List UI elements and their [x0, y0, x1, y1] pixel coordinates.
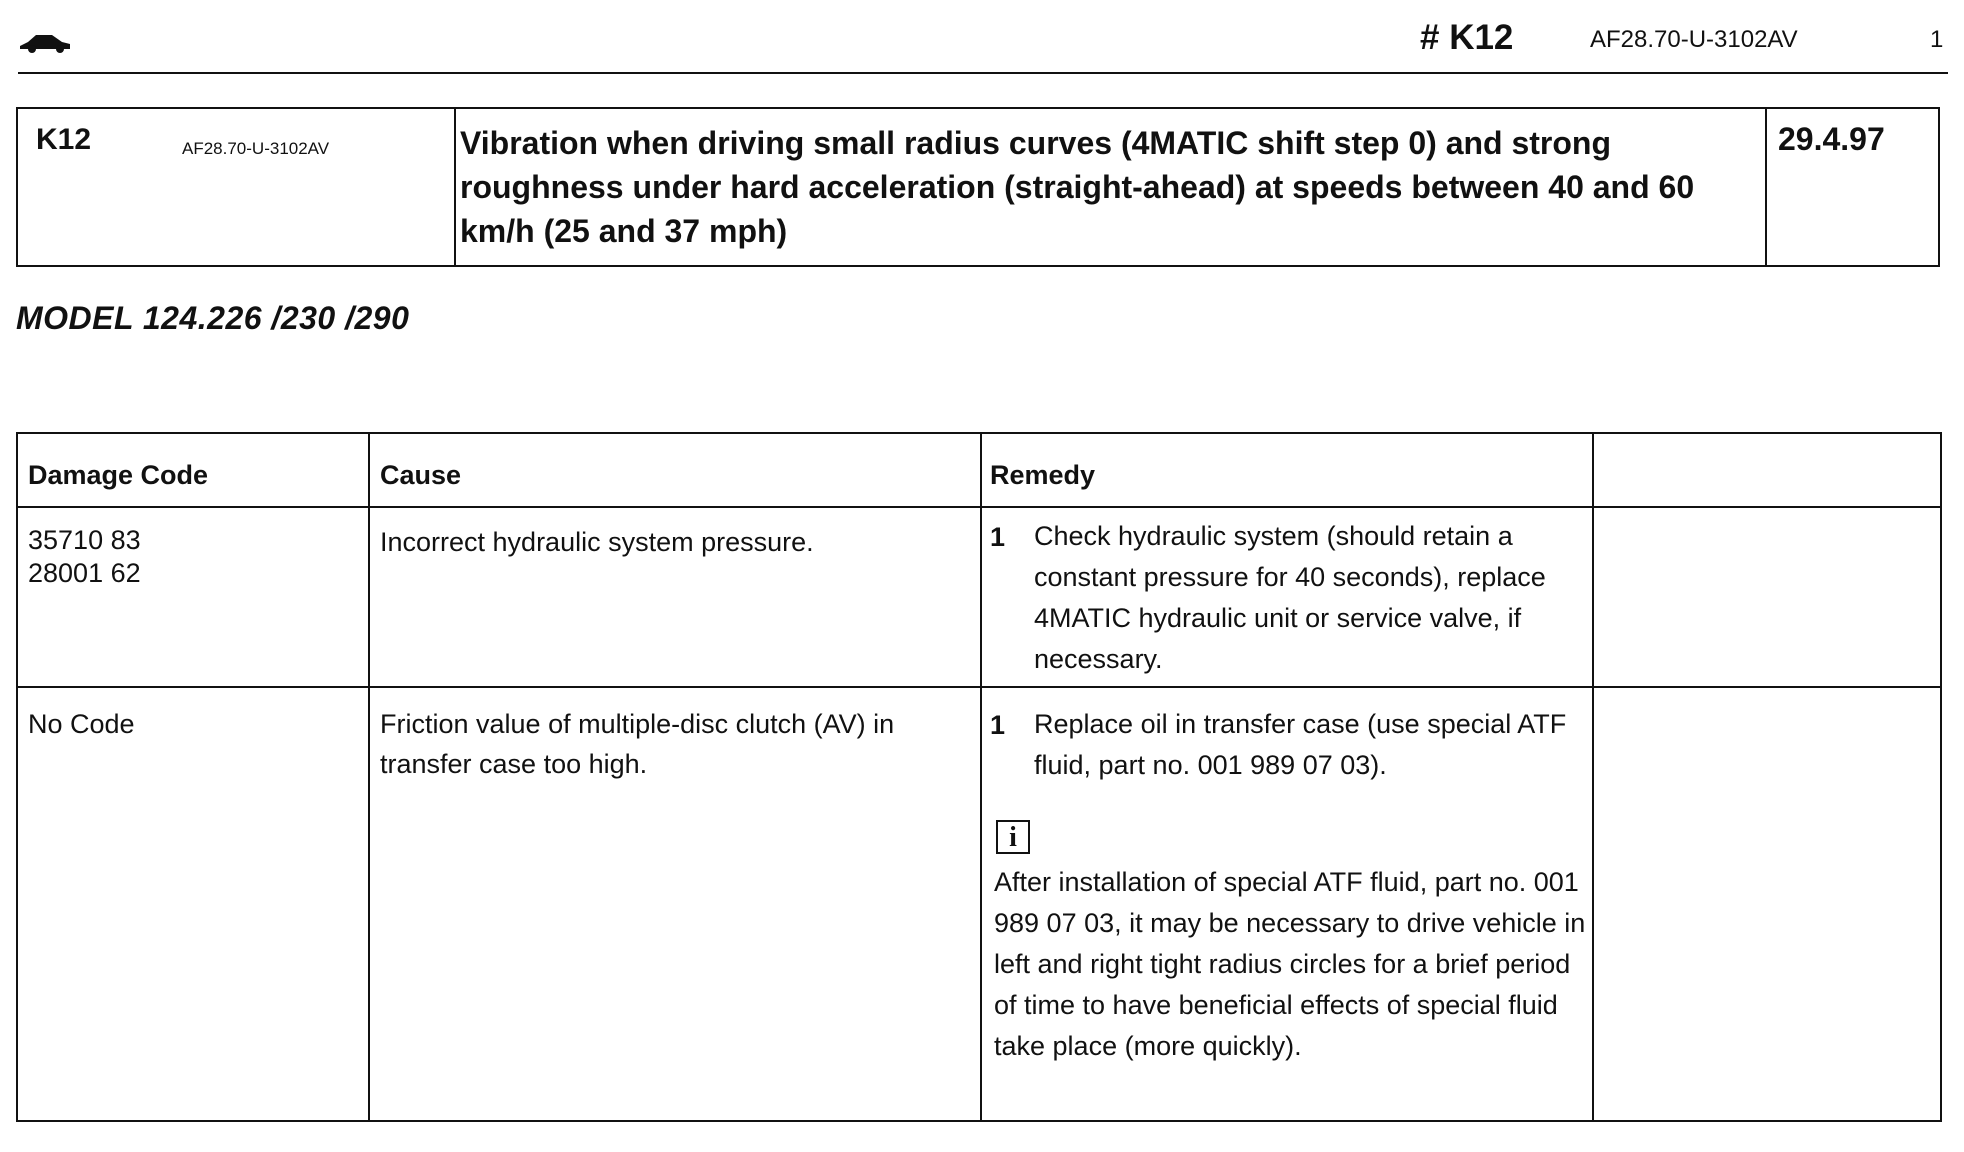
- page-number: 1: [1930, 26, 1944, 53]
- document-number: # K12: [1420, 18, 1514, 57]
- row-divider: [18, 686, 1940, 688]
- column-divider: [368, 434, 370, 1120]
- header-remedy: Remedy: [990, 460, 1096, 490]
- column-divider: [980, 434, 982, 1120]
- cause-text: Incorrect hydraulic system pressure.: [380, 527, 814, 557]
- remedy-step-text: Check hydraulic system (should retain a constant pressure for 40 seconds), replace 4MATIC hydraulic unit or service valve, if necessary.: [1034, 521, 1546, 674]
- damage-codes: 35710 83 28001 62: [28, 525, 141, 588]
- remedy-step-text: Replace oil in transfer case (use special ATF fluid, part no. 001 989 07 03).: [1034, 709, 1567, 780]
- title-box: [16, 107, 1940, 267]
- row-divider: [18, 506, 1940, 508]
- damage-codes: No Code: [28, 709, 135, 739]
- issue-date: 29.4.97: [1778, 121, 1885, 157]
- car-icon: [18, 30, 72, 54]
- issue-title: Vibration when driving small radius curves (4MATIC shift step 0) and strong roughness under hard acceleration (straight-ahead) at speeds between 40 and 60 km/h (25 and 37 mph): [460, 125, 1695, 249]
- info-icon: i: [996, 820, 1030, 854]
- step-number: 1: [990, 710, 1006, 740]
- info-note-text: After installation of special ATF fluid, part no. 001 989 07 03, it may be necessary to drive vehicle in left and right tight radius circles for a brief period of time to have beneficial effects of special fluid take place (more quickly).: [994, 867, 1586, 1061]
- cause-text: Friction value of multiple-disc clutch (AV) in transfer case too high.: [380, 709, 895, 779]
- step-number: 1: [990, 522, 1006, 552]
- header-cause: Cause: [380, 460, 462, 490]
- issue-doc-code: AF28.70-U-3102AV: [182, 139, 330, 158]
- issue-code: K12: [36, 123, 92, 156]
- damage-table: [16, 432, 1942, 1122]
- document-code: AF28.70-U-3102AV: [1590, 26, 1798, 53]
- header-rule: [18, 72, 1948, 74]
- model-line: MODEL 124.226 /230 /290: [16, 300, 410, 336]
- column-divider: [1592, 434, 1594, 1120]
- title-box-divider: [1765, 109, 1767, 265]
- header-damage-code: Damage Code: [28, 460, 209, 490]
